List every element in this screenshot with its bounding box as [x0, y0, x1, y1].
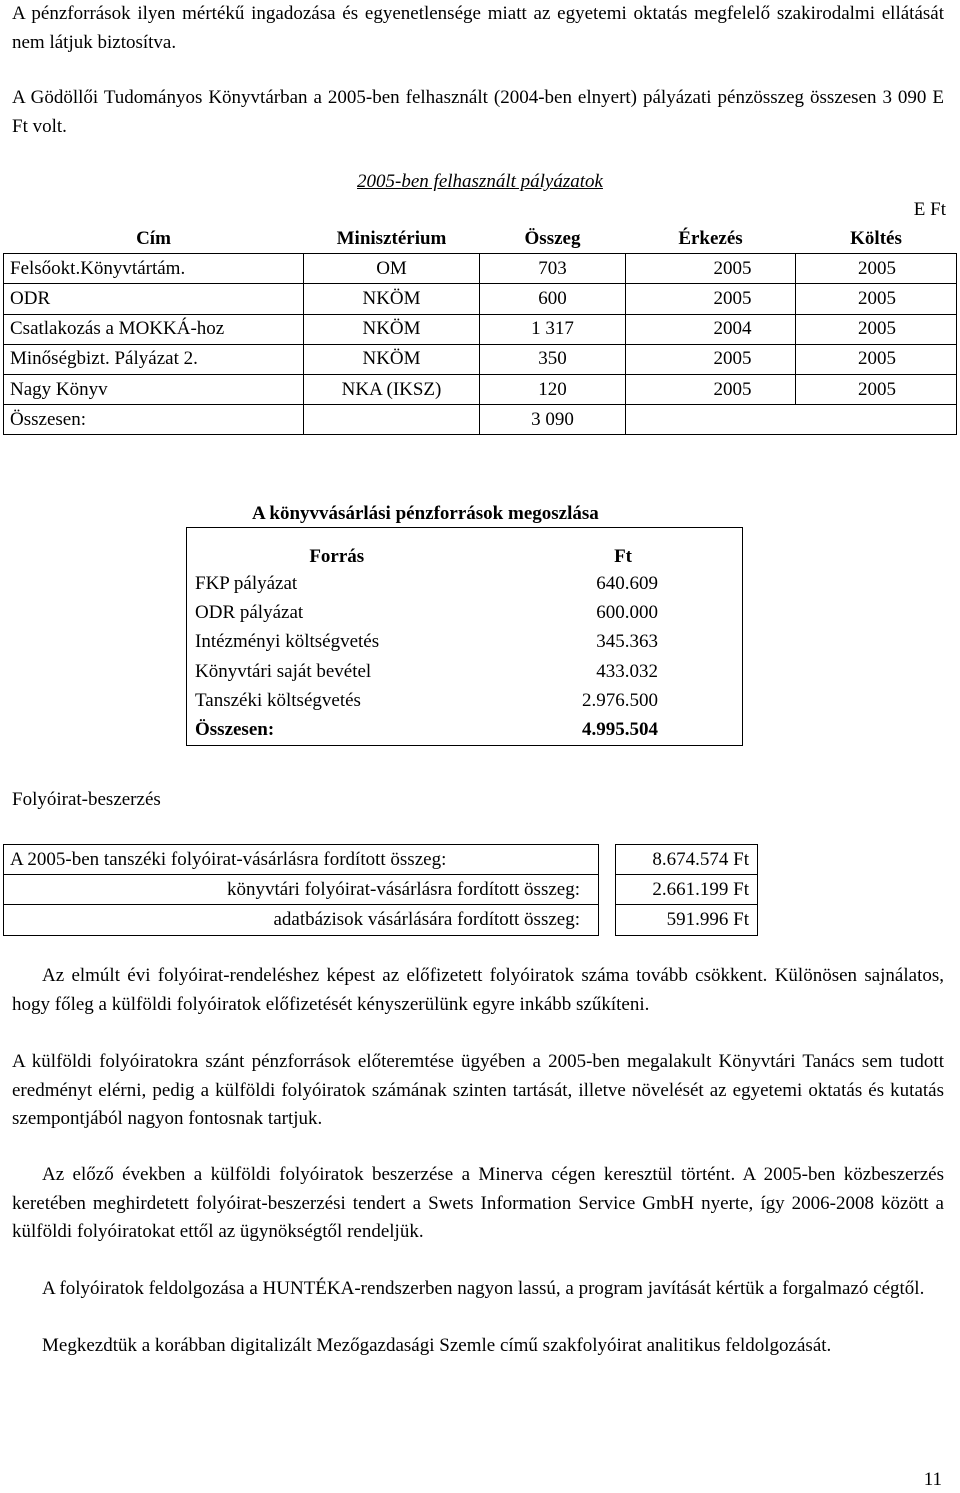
sources-total-label: Összesen:	[195, 719, 275, 741]
table-row	[4, 254, 957, 284]
table-row	[4, 905, 758, 935]
body-paragraph-3: Az előző években a külföldi folyóiratok beszerzése a Minerva cégen keresztül történt. A 2005-ben közbeszerzés keretében meghirdetett folyóirat-beszerzési tendert a Swets Information Service GmbH nyerte, így 2006-2008 között a külföldi folyóiratokat ettől az ügynökségtől rendeljük.	[12, 1164, 944, 1243]
grant-amount: 703	[480, 254, 626, 284]
grant-amount: 600	[480, 284, 626, 314]
sources-header-source: Forrás	[309, 545, 365, 567]
source-value: 345.363	[596, 631, 658, 653]
grants-total-amount: 3 090	[480, 405, 626, 435]
source-value: 600.000	[596, 602, 658, 624]
grant-ministry: NKÖM	[304, 344, 480, 374]
body-paragraph-5: Megkezdtük a korábban digitalizált Mezőgazdasági Szemle című szakfolyóirat analitikus feldolgozását.	[42, 1335, 832, 1356]
periodicals-label: A 2005-ben tanszéki folyóirat-vásárlásra fordított összeg:	[4, 845, 599, 875]
grant-amount: 350	[480, 344, 626, 374]
source-name: FKP pályázat	[195, 573, 298, 595]
page-number: 11	[923, 1469, 942, 1490]
sources-total-row	[187, 715, 743, 745]
intro-paragraph-1: A pénzforrások ilyen mértékű ingadozása és egyenetlensége miatt az egyetemi oktatás megfelelő szakirodalmi ellátását nem látjuk biztosítva.	[12, 3, 944, 53]
grants-header-arrival: Érkezés	[678, 227, 743, 249]
periodicals-value: 2.661.199 Ft	[616, 875, 758, 905]
periodicals-gap	[599, 905, 616, 935]
grant-amount: 1 317	[480, 314, 626, 344]
periodicals-label: adatbázisok vásárlására fordított összeg:	[4, 905, 599, 935]
grants-header-ministry: Minisztérium	[336, 227, 447, 249]
grant-spending: 2005	[796, 254, 957, 284]
source-name: Tanszéki költségvetés	[195, 689, 361, 711]
grant-ministry: NKA (IKSZ)	[304, 374, 480, 404]
periodicals-gap	[599, 845, 616, 875]
periodicals-value: 591.996 Ft	[616, 905, 758, 935]
grants-total-empty	[304, 405, 480, 435]
grant-arrival: 2005	[626, 344, 796, 374]
grant-ministry: NKÖM	[304, 314, 480, 344]
table-row	[187, 570, 743, 599]
table-row	[4, 875, 758, 905]
grant-ministry: OM	[304, 254, 480, 284]
grants-header-amount: Összeg	[524, 227, 581, 249]
sources-header-ft: Ft	[614, 545, 632, 567]
intro-paragraph-2: A Gödöllői Tudományos Könyvtárban a 2005-ben felhasznált (2004-ben elnyert) pályázati pénzösszeg összesen 3 090 E Ft volt.	[12, 87, 944, 137]
grant-arrival: 2005	[626, 254, 796, 284]
periodicals-label: könyvtári folyóirat-vásárlásra fordított összeg:	[4, 875, 599, 905]
source-value: 640.609	[596, 573, 658, 595]
grant-spending: 2005	[796, 314, 957, 344]
body-paragraph-4: A folyóiratok feldolgozása a HUNTÉKA-rendszerben nagyon lassú, a program javítását kértük a forgalmazó cégtől.	[42, 1278, 925, 1299]
table-row	[4, 845, 758, 875]
grant-title: Nagy Könyv	[4, 374, 304, 404]
table-row	[4, 344, 957, 374]
sources-table	[186, 527, 743, 746]
table-row	[187, 628, 743, 657]
grant-ministry: NKÖM	[304, 284, 480, 314]
grant-arrival: 2005	[626, 374, 796, 404]
grants-header-spending: Költés	[850, 227, 902, 249]
table-row	[187, 599, 743, 628]
grants-total-label: Összesen:	[4, 405, 304, 435]
sources-table-header-row	[187, 528, 743, 570]
table-row	[4, 374, 957, 404]
section-heading: Folyóirat-beszerzés	[12, 789, 161, 810]
grant-title: Minőségbizt. Pályázat 2.	[4, 344, 304, 374]
table-row	[187, 686, 743, 715]
grants-table	[3, 224, 957, 435]
grant-title: Felsőokt.Könyvtártám.	[4, 254, 304, 284]
grant-spending: 2005	[796, 374, 957, 404]
grant-title: Csatlakozás a MOKKÁ-hoz	[4, 314, 304, 344]
grant-arrival: 2004	[626, 314, 796, 344]
periodicals-gap	[599, 875, 616, 905]
grant-spending: 2005	[796, 284, 957, 314]
body-paragraph-1: Az elmúlt évi folyóirat-rendeléshez képest az előfizetett folyóiratok száma tovább csökkent. Különösen sajnálatos, hogy főleg a külföldi folyóiratok előfizetését kényszerülünk egyre inkább szűkíteni.	[12, 965, 944, 1015]
body-paragraph-2: A külföldi folyóiratokra szánt pénzforrások előteremtése ügyében a 2005-ben megalakult Könyvtári Tanács sem tudott eredményt elérni, pedig a külföldi folyóiratok számának szinten tartását, illetve növelését az egyetemi oktatás és kutatás szempontjából nagyon fontosnak tartjuk.	[12, 1051, 944, 1130]
table-row	[187, 657, 743, 686]
grants-table-unit: E Ft	[913, 199, 946, 220]
grants-header-title: Cím	[136, 227, 171, 249]
grants-table-header-row	[4, 224, 957, 254]
table-row	[4, 314, 957, 344]
grants-total-empty-2	[626, 405, 957, 435]
grant-amount: 120	[480, 374, 626, 404]
source-name: ODR pályázat	[195, 602, 304, 624]
table-row	[4, 284, 957, 314]
source-value: 433.032	[596, 660, 658, 682]
sources-table-title: A könyvvásárlási pénzforrások megoszlása	[252, 503, 599, 524]
grants-total-row	[4, 405, 957, 435]
grant-arrival: 2005	[626, 284, 796, 314]
sources-total-value: 4.995.504	[582, 719, 658, 741]
source-name: Könyvtári saját bevétel	[195, 660, 372, 682]
grant-spending: 2005	[796, 344, 957, 374]
periodicals-table	[3, 844, 758, 936]
source-value: 2.976.500	[582, 689, 658, 711]
grants-table-title: 2005-ben felhasznált pályázatok	[357, 171, 603, 192]
grant-title: ODR	[4, 284, 304, 314]
source-name: Intézményi költségvetés	[195, 631, 380, 653]
periodicals-value: 8.674.574 Ft	[616, 845, 758, 875]
